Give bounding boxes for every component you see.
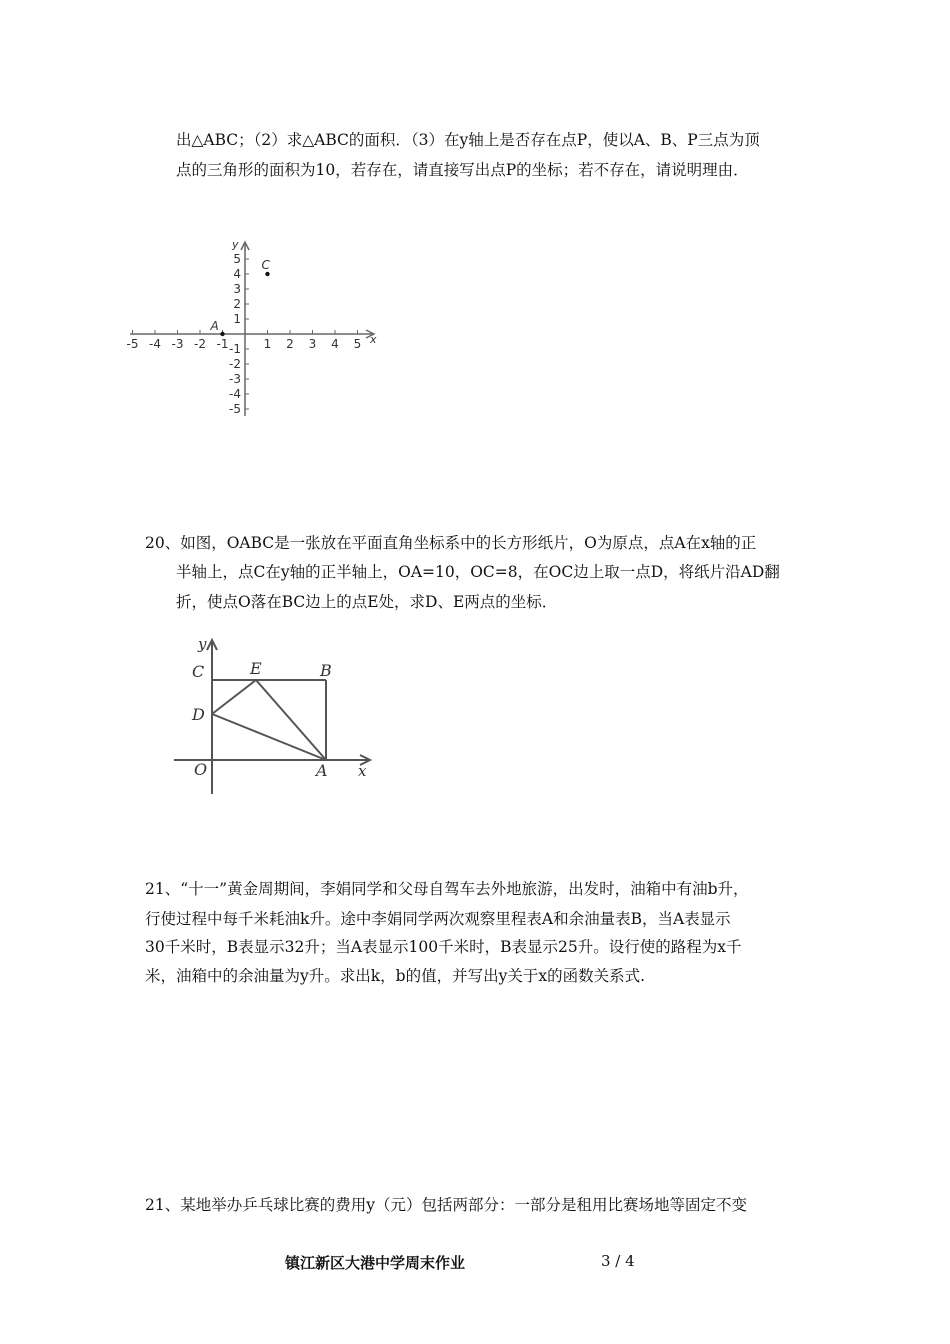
q21a-line-2: 行使过程中每千米耗油k升。途中李娟同学两次观察里程表A和余油量表B，当A表显示	[145, 910, 731, 928]
fig2-label-A: A	[316, 761, 328, 780]
fig2-segment-EA	[256, 680, 326, 760]
fig2-label-B: B	[320, 661, 332, 680]
q20-line-1: 20、如图，OABC是一张放在平面直角坐标系中的长方形纸片，O为原点，点A在x轴的正	[145, 534, 757, 552]
fig1-y-tick-label: -2	[229, 357, 241, 371]
fig2-segment-DE	[212, 680, 256, 714]
fig1-y-tick-label: 3	[233, 282, 241, 296]
footer-page-number: 3 / 4	[601, 1252, 635, 1270]
fig1-point-A	[220, 332, 224, 336]
fig1-point-C	[265, 272, 269, 276]
fig1-point-label-C: C	[261, 258, 270, 272]
fig1-y-tick-label: -3	[229, 372, 241, 386]
fig2-label-y: y	[198, 635, 207, 653]
q20-line-2: 半轴上，点C在y轴的正半轴上，OA=10，OC=8，在OC边上取一点D，将纸片沿AD翻	[176, 563, 780, 581]
fig1-y-tick-label: -4	[229, 387, 241, 401]
q21b-line-1: 21、某地举办乒乓球比赛的费用y（元）包括两部分：一部分是租用比赛场地等固定不变	[145, 1196, 747, 1214]
fig1-y-axis-label: y	[232, 238, 239, 251]
q21a-line-4: 米，油箱中的余油量为y升。求出k，b的值，并写出y关于x的函数关系式.	[145, 967, 645, 985]
fig1-y-tick-label: -5	[229, 402, 241, 416]
fig2-segment-DA	[212, 714, 326, 760]
footer-title: 镇江新区大港中学周末作业	[285, 1254, 466, 1272]
fig1-y-tick-label: 5	[233, 252, 241, 266]
fig1-x-tick-label: 2	[286, 337, 294, 351]
fig2-label-C: C	[192, 662, 205, 681]
fig1-y-tick-label: 4	[233, 267, 241, 281]
fig1-x-tick-label: -3	[171, 337, 184, 351]
figure-rectangle-fold	[170, 634, 380, 798]
fig2-label-D: D	[192, 705, 205, 724]
fig1-x-tick-label: 1	[263, 337, 272, 351]
q19-line-1: 出△ABC；（2）求△ABC的面积．（3）在y轴上是否存在点P，使以A、B、P三点为顶	[176, 131, 760, 149]
q19-line-2: 点的三角形的面积为10，若存在，请直接写出点P的坐标；若不存在，请说明理由．	[176, 161, 749, 179]
q21a-line-3: 30千米时，B表显示32升；当A表显示100千米时，B表显示25升。设行使的路程为x千	[145, 938, 742, 956]
fig1-x-tick-label: 5	[353, 337, 362, 351]
fig2-label-O: O	[194, 760, 208, 779]
fig1-point-label-A: A	[210, 319, 219, 333]
fig1-y-tick-label: 1	[233, 312, 241, 326]
fig1-x-axis-label: x	[370, 333, 377, 346]
q20-line-3: 折，使点O落在BC边上的点E处，求D、E两点的坐标．	[176, 593, 558, 611]
fig1-x-tick-label: -2	[194, 337, 206, 351]
fig2-label-x: x	[358, 762, 367, 780]
fig2-label-E: E	[250, 659, 262, 678]
fig1-x-tick-label: 3	[308, 337, 317, 351]
fig1-x-tick-label: -4	[149, 337, 161, 351]
fig1-x-tick-label: 4	[331, 337, 339, 351]
q21a-line-1: 21、“十一”黄金周期间，李娟同学和父母自驾车去外地旅游，出发时，油箱中有油b升，	[145, 880, 749, 898]
fig1-x-tick-label: -1	[216, 337, 229, 351]
figure-coordinate-plane	[126, 236, 382, 426]
fig1-y-tick-label: -1	[229, 342, 241, 356]
fig1-x-tick-label: -5	[126, 337, 139, 351]
fig1-y-tick-label: 2	[233, 297, 241, 311]
